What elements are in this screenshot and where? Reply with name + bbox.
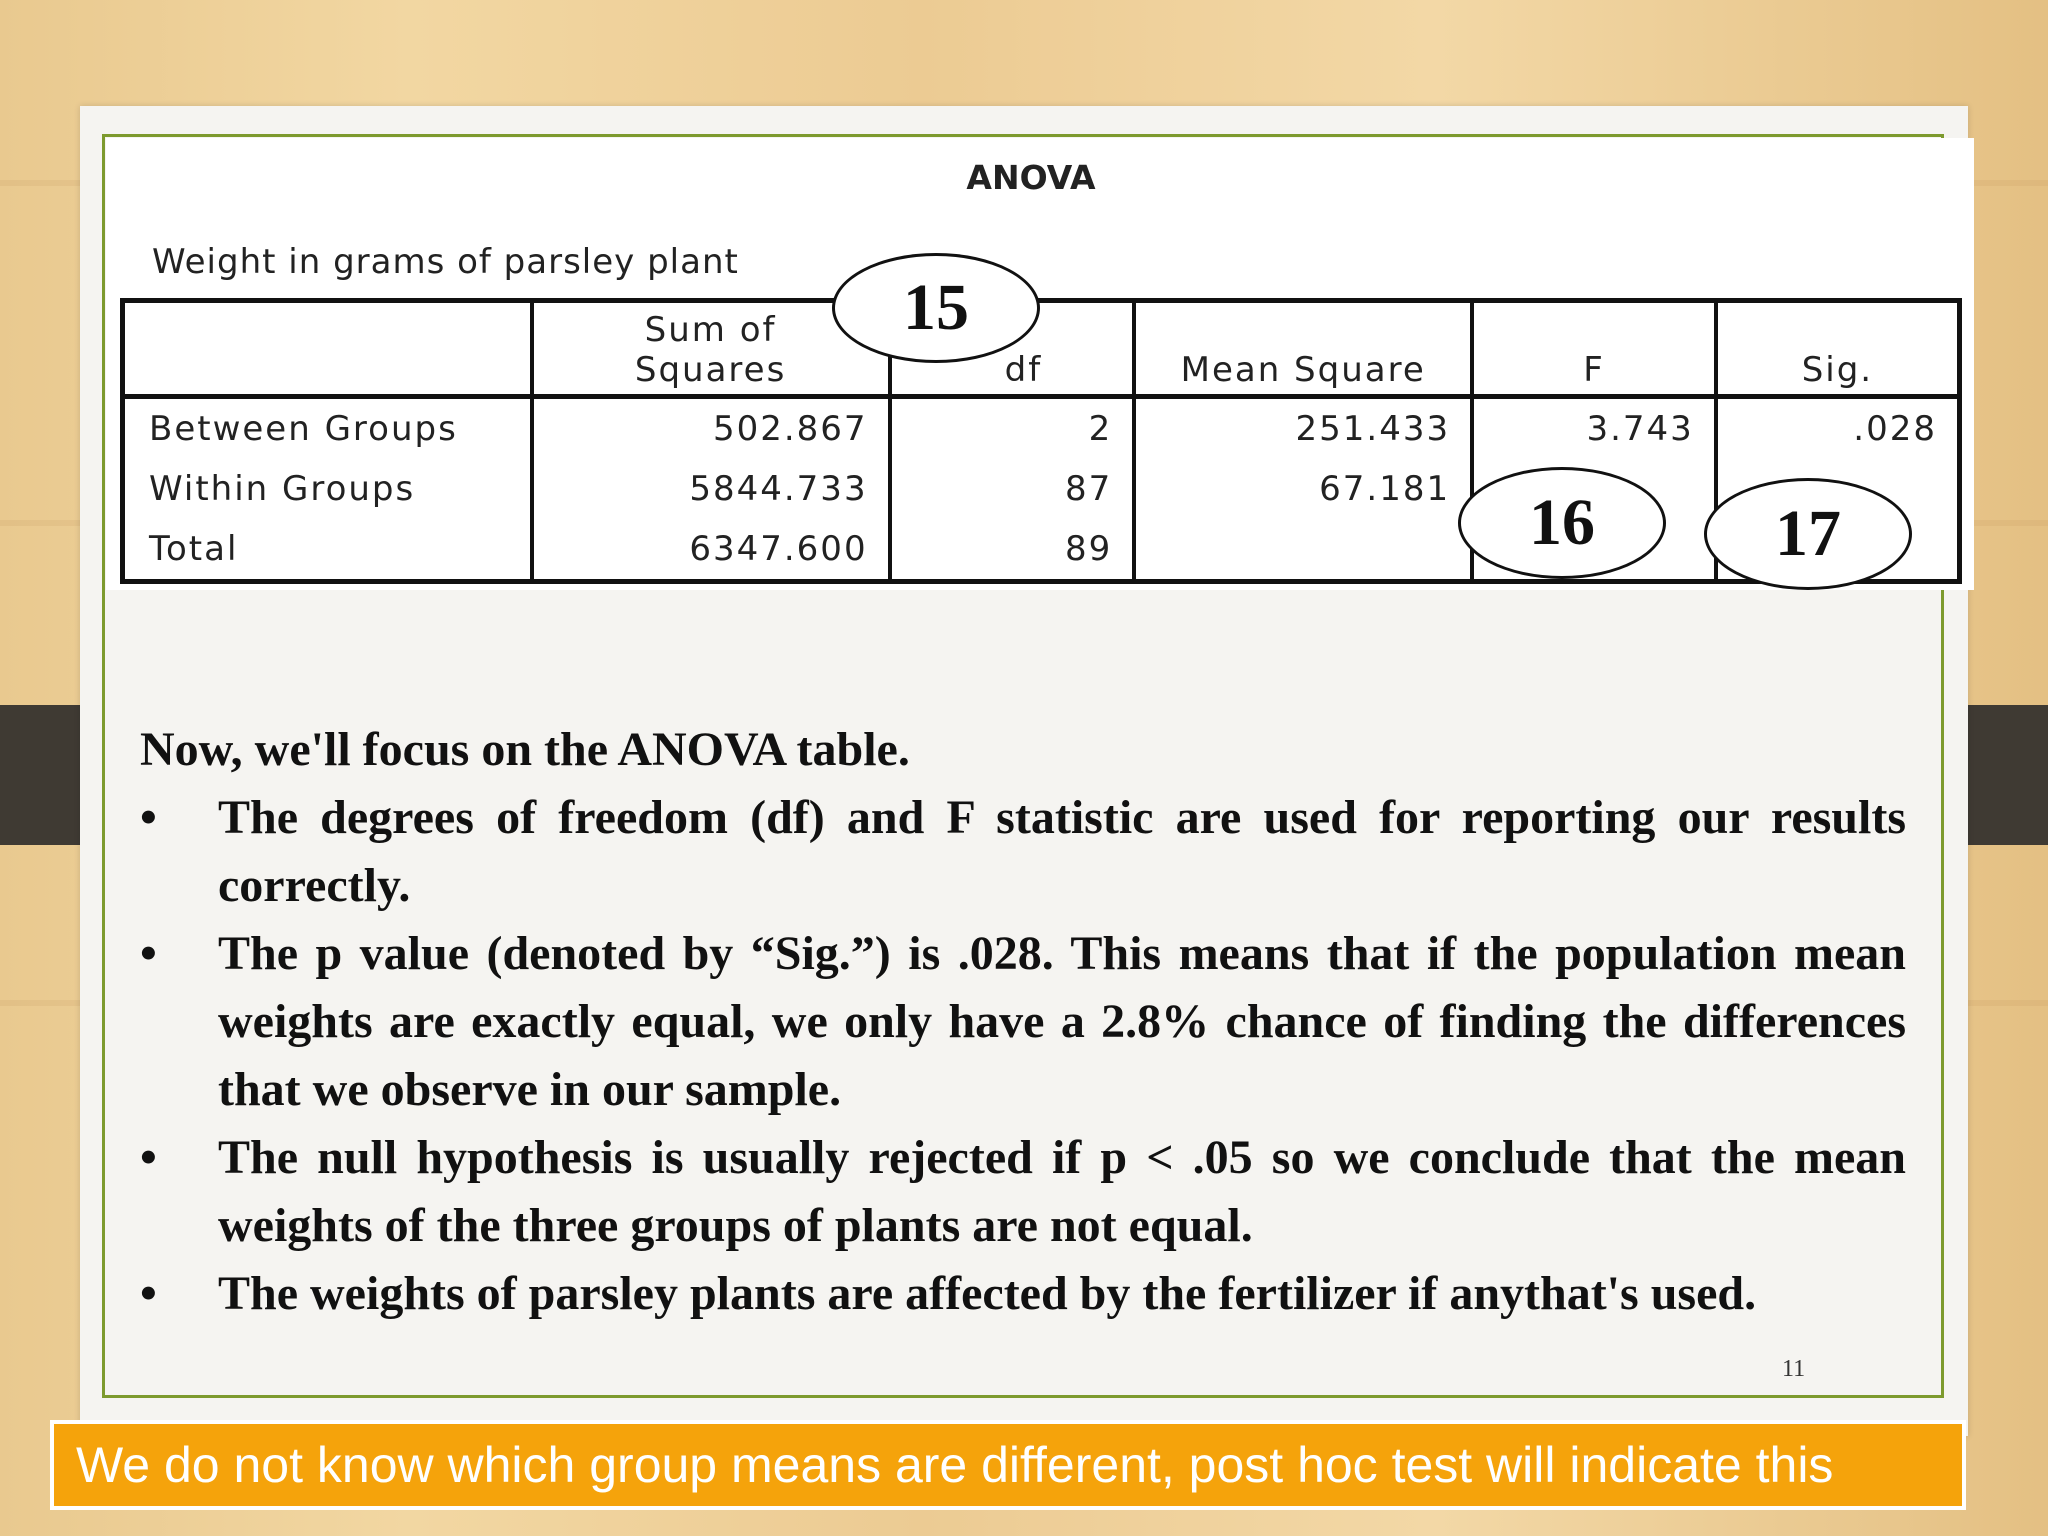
cell-ss: 502.867: [532, 397, 890, 460]
cell-f: 3.743: [1472, 397, 1716, 460]
header-sig: Sig.: [1716, 301, 1960, 397]
bullet-icon: •: [140, 1131, 157, 1184]
row-label: Within Groups: [149, 469, 416, 509]
anova-title: ANOVA: [966, 158, 1096, 197]
header-sum-of-squares-line1: Sum of: [644, 310, 777, 350]
anova-table: [120, 298, 1962, 584]
header-row-label: [123, 301, 532, 397]
bullet-icon: •: [140, 1267, 157, 1320]
list-item: [140, 1260, 1906, 1328]
list-item: [140, 784, 1906, 920]
page-number: 11: [1782, 1356, 1806, 1382]
cell-ms: 251.433: [1134, 397, 1472, 460]
cell-ms: [1134, 519, 1472, 582]
row-label: Between Groups: [149, 409, 458, 449]
cell-sig: .028: [1716, 397, 1960, 460]
cell-ss: 5844.733: [532, 459, 890, 519]
list-item: [140, 920, 1906, 1124]
header-sum-of-squares-line2: Squares: [634, 350, 787, 390]
bullet-text: The degrees of freedom (df) and F statistic are used for reporting our results correctly.: [218, 791, 1906, 912]
table-row: [123, 519, 1960, 582]
bullet-text: The p value (denoted by “Sig.”) is .028. This means that if the population mean weights are exactly equal, we only have a 2.8% chance of finding the differences that we observe in our sample.: [218, 927, 1906, 1116]
post-hoc-banner: [50, 1420, 1966, 1510]
intro-text: Now, we'll focus on the ANOVA table.: [140, 723, 910, 776]
cell-df: 89: [890, 519, 1135, 582]
header-f: F: [1472, 301, 1716, 397]
cell-df: 87: [890, 459, 1135, 519]
header-mean-square: Mean Square: [1134, 301, 1472, 397]
header-df: df: [890, 301, 1135, 397]
slide-body: [140, 716, 1906, 1328]
cell-ss: 6347.600: [532, 519, 890, 582]
table-row: [123, 459, 1960, 519]
table-row: [123, 397, 1960, 460]
bullet-text: The null hypothesis is usually rejected if p < .05 so we conclude that the mean weights of the three groups of plants are not equal.: [218, 1131, 1906, 1252]
bullet-icon: •: [140, 927, 157, 980]
bullet-list: [140, 784, 1906, 1328]
bullet-text: The weights of parsley plants are affected by the fertilizer if anythat's used.: [218, 1267, 1757, 1320]
anova-output: [106, 138, 1974, 590]
callout-15: 15: [832, 253, 1040, 363]
banner-text: We do not know which group means are different, post hoc test will indicate this: [76, 1437, 1834, 1493]
list-item: [140, 1124, 1906, 1260]
cell-df: 2: [890, 397, 1135, 460]
row-label: Total: [149, 529, 239, 569]
callout-17: 17: [1704, 478, 1912, 590]
cell-ms: 67.181: [1134, 459, 1472, 519]
anova-subtitle: Weight in grams of parsley plant: [152, 242, 739, 282]
bullet-icon: •: [140, 791, 157, 844]
callout-16: 16: [1458, 467, 1666, 579]
